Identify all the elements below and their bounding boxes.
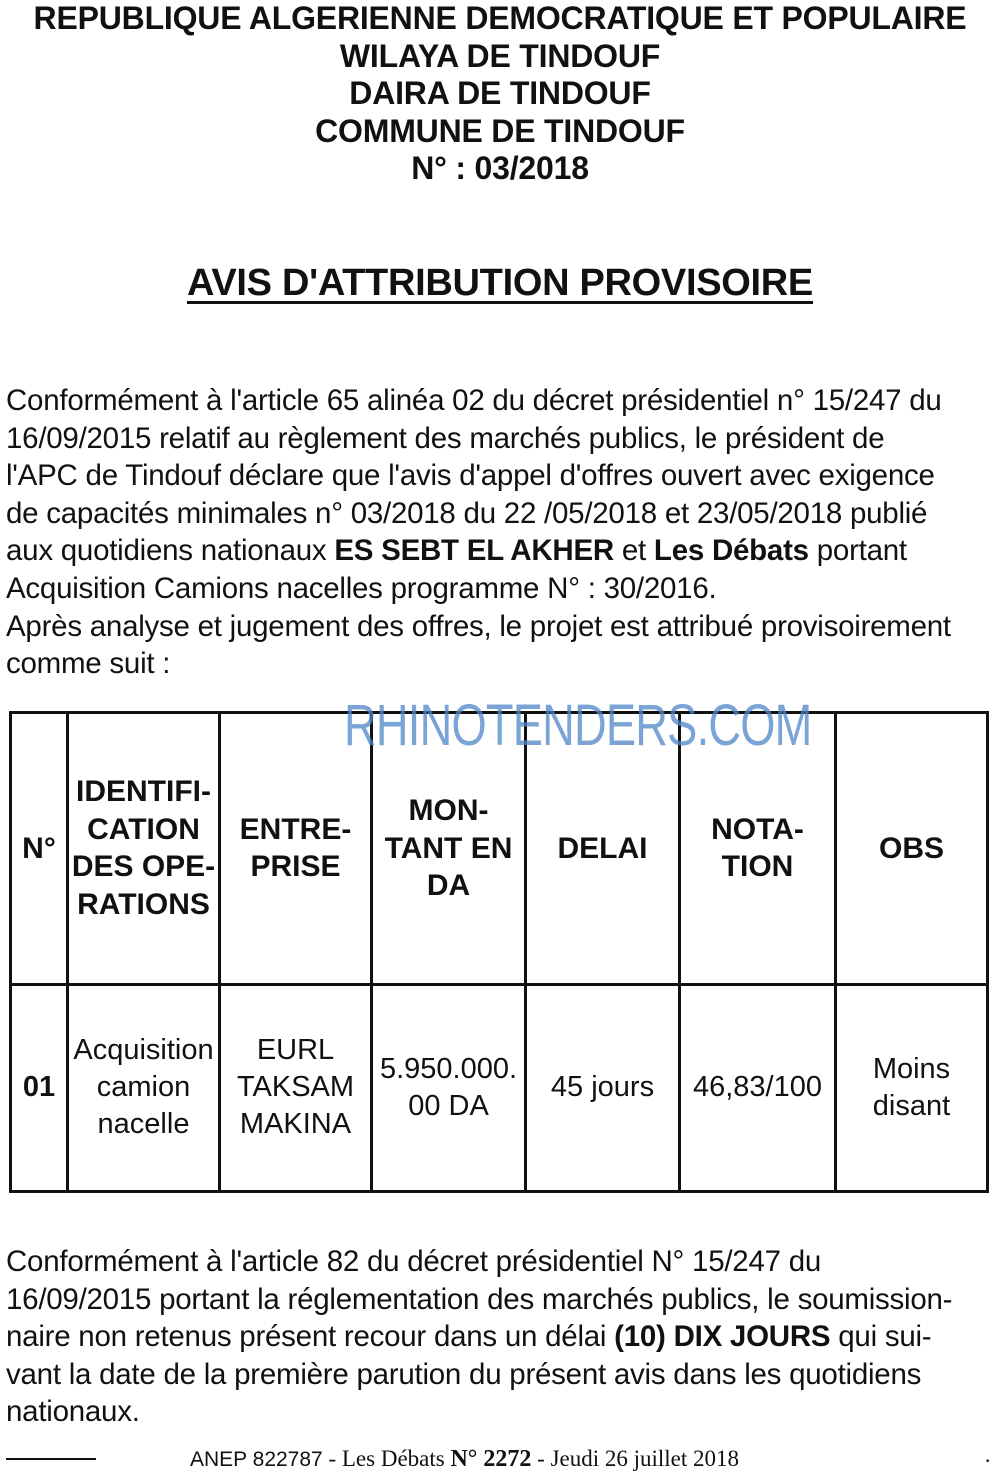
recours-paragraph: [6, 1243, 996, 1431]
table-row: [11, 984, 988, 1191]
intro-line: [6, 532, 996, 570]
header-text: ENTRE-: [239, 812, 352, 846]
header-number: N° : 03/2018: [411, 150, 589, 186]
award-table: [9, 711, 989, 1193]
cell-text: disant: [872, 1089, 951, 1122]
header-text: PRISE: [250, 850, 341, 884]
recours-text: qui sui-: [830, 1320, 932, 1354]
recours-text: naire non retenus présent recour dans un délai: [6, 1320, 615, 1354]
recours-line: Conformément à l'article 82 du décret présidentiel N° 15/247 du: [6, 1245, 822, 1278]
header-text: DES OPE-: [71, 850, 216, 884]
intro-line: comme suit :: [6, 647, 171, 681]
header-text: TION: [721, 850, 794, 884]
intro-line: Après analyse et jugement des offres, le projet est attribué provisoirement: [6, 609, 951, 643]
footer-rule: [6, 1458, 96, 1460]
footer-publication: - Les Débats: [322, 1446, 451, 1471]
col-header-number: N°: [11, 713, 68, 985]
intro-text: portant: [808, 534, 907, 568]
footer-line: [190, 1446, 910, 1473]
recours-line: [6, 1318, 996, 1356]
header-block: [0, 0, 1000, 188]
intro-line: Conformément à l'article 65 alinéa 02 du décret présidentiel n° 15/247 du: [6, 384, 942, 417]
cell-identification: [68, 984, 220, 1191]
header-text: NOTA-: [711, 812, 804, 846]
header-text: IDENTIFI-: [76, 775, 211, 809]
recours-line: nationaux.: [6, 1395, 140, 1429]
header-daira: DAIRA DE TINDOUF: [349, 75, 651, 111]
header-republic: REPUBLIQUE ALGERIENNE DEMOCRATIQUE ET POPULAIRE: [33, 0, 967, 36]
header-text: DA: [426, 869, 471, 903]
cell-text: camion: [96, 1071, 191, 1104]
cell-text: nacelle: [97, 1108, 190, 1141]
intro-line: 16/09/2015 relatif au règlement des marchés publics, le président de: [6, 421, 885, 455]
notice-title: [0, 262, 1000, 305]
cell-text: Acquisition: [73, 1034, 214, 1067]
recours-line: 16/09/2015 portant la réglementation des marchés publics, le soumission-: [6, 1282, 953, 1316]
cell-notation: 46,83/100: [680, 984, 836, 1191]
intro-paragraph: [6, 382, 996, 683]
intro-line: l'APC de Tindouf déclare que l'avis d'appel d'offres ouvert avec exigence: [6, 459, 935, 493]
deadline-text: (10) DIX JOURS: [614, 1320, 831, 1354]
cell-text: 00 DA: [408, 1089, 489, 1122]
anep-reference: ANEP 822787: [190, 1448, 323, 1471]
col-header-identification: [68, 713, 220, 985]
intro-text: et: [613, 534, 654, 568]
cell-entreprise: [220, 984, 372, 1191]
header-commune: COMMUNE DE TINDOUF: [315, 112, 685, 149]
header-text: CATION: [87, 812, 200, 846]
cell-montant: [372, 984, 526, 1191]
notice-title-text: AVIS D'ATTRIBUTION PROVISOIRE: [187, 262, 813, 304]
intro-text: aux quotidiens nationaux: [6, 534, 335, 568]
newspaper-name-2: Les Débats: [653, 534, 809, 568]
cell-obs: [836, 984, 988, 1191]
cell-text: TAKSAM: [236, 1071, 355, 1104]
recours-line: vant la date de la première parution du présent avis dans les quotidiens: [6, 1357, 922, 1391]
cell-delai: 45 jours: [526, 984, 680, 1191]
watermark: RHINOTENDERS.COM: [344, 693, 812, 758]
intro-line: Acquisition Camions nacelles programme N° : 30/2016.: [6, 571, 717, 605]
footer-date: - Jeudi 26 juillet 2018: [531, 1446, 740, 1471]
cell-text: Moins: [872, 1052, 951, 1085]
col-header-obs: OBS: [836, 713, 988, 985]
intro-line: de capacités minimales n° 03/2018 du 22 /05/2018 et 23/05/2018 publié: [6, 496, 928, 530]
newspaper-name-1: ES SEBT EL AKHER: [334, 534, 614, 568]
col-header-delai: DELAI: [526, 713, 680, 985]
header-text: RATIONS: [77, 887, 210, 921]
cell-text: 5.950.000.: [379, 1052, 518, 1085]
issue-number: N° 2272: [450, 1446, 532, 1472]
header-wilaya: WILAYA DE TINDOUF: [339, 37, 661, 74]
header-text: TANT EN: [384, 831, 513, 865]
header-text: MON-: [408, 794, 489, 828]
cell-text: EURL: [256, 1034, 335, 1067]
cell-text: MAKINA: [239, 1108, 352, 1141]
footer-dot: ·: [984, 1448, 992, 1473]
cell-number: 01: [11, 984, 68, 1191]
